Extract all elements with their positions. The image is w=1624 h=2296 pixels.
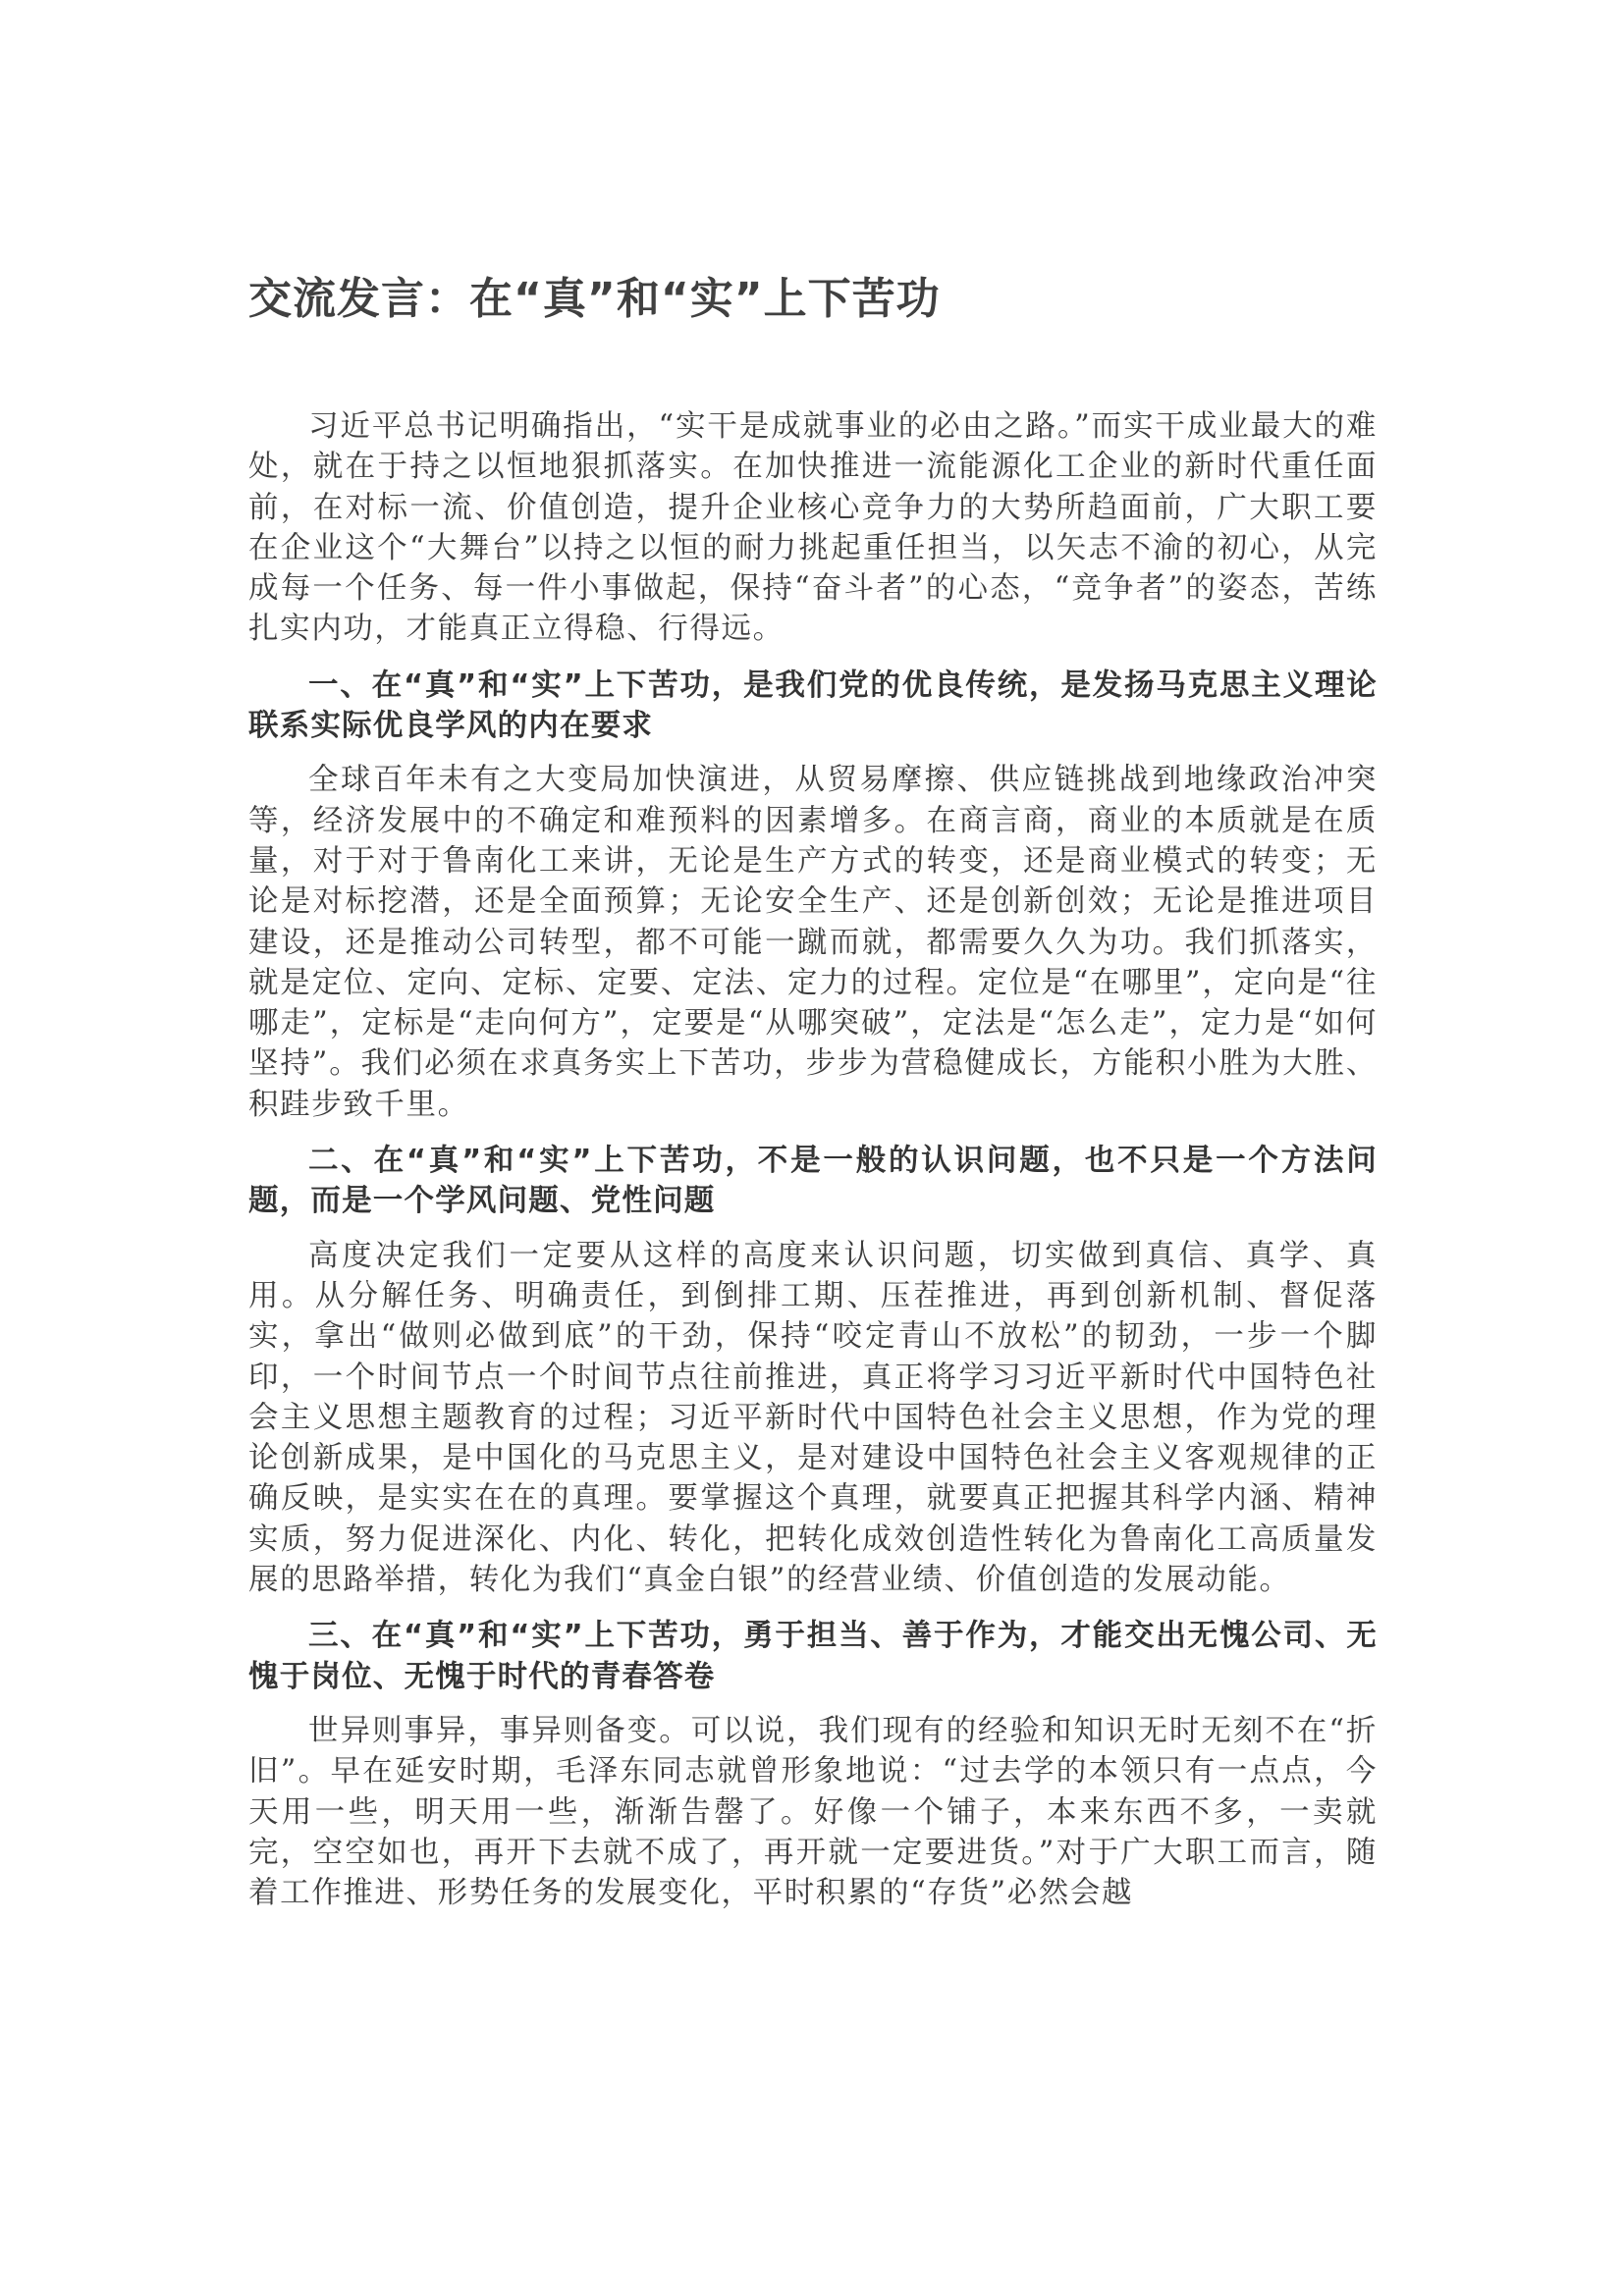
document-title: 交流发言：在“真”和“实”上下苦功 [248,274,941,324]
section-heading: 一、在“真”和“实”上下苦功，是我们党的优良传统，是发扬马克思主义理论联系实际优良学风的内在要求 [248,667,1378,744]
document-body [248,406,1378,1913]
section-heading: 二、在“真”和“实”上下苦功，不是一般的认识问题，也不只是一个方法问题，而是一个学风问题、党性问题 [248,1144,1378,1219]
section-paragraph: 全球百年未有之大变局加快演进，从贸易摩擦、供应链挑战到地缘政治冲突等，经济发展中的不确定和难预料的因素增多。在商言商，商业的本质就是在质量，对于对于鲁南化工来讲，无论是生产方式的转变，还是商业模式的转变；无论是对标挖潜，还是全面预算；无论安全生产、还是创新创效；无论是推进项目建设，还是推动公司转型，都不可能一蹴而就，都需要久久为功。我们抓落实，就是定位、定向、定标、定要、定法、定力的过程。定位是“在哪里”，定向是“往哪走”，定标是“走向何方”，定要是“从哪突破”，定法是“怎么走”，定力是“如何坚持”。我们必须在求真务实上下苦功，步步为营稳健成长，方能积小胜为大胜、积跬步致千里。 [248,763,1378,1122]
section-2 [248,1141,1378,1600]
intro-paragraph: 习近平总书记明确指出，“实干是成就事业的必由之路。”而实干成业最大的难处，就在于持之以恒地狠抓落实。在加快推进一流能源化工企业的新时代重任面前，在对标一流、价值创造，提升企业核心竞争力的大势所趋面前，广大职工要在企业这个“大舞台”以持之以恒的耐力挑起重任担当，以矢志不渝的初心，从完成每一个任务、每一件小事做起，保持“奋斗者”的心态，“竞争者”的姿态，苦练扎实内功，才能真正立得稳、行得远。 [248,409,1378,647]
section-paragraph: 高度决定我们一定要从这样的高度来认识问题，切实做到真信、真学、真用。从分解任务、明确责任，到倒排工期、压茬推进，再到创新机制、督促落实，拿出“做则必做到底”的干劲，保持“咬定青山不放松”的韧劲，一步一个脚印，一个时间节点一个时间节点往前推进，真正将学习习近平新时代中国特色社会主义思想主题教育的过程；习近平新时代中国特色社会主义思想，作为党的理论创新成果，是中国化的马克思主义，是对建设中国特色社会主义客观规律的正确反映，是实实在在的真理。要掌握这个真理，就要真正把握其科学内涵、精神实质，努力促进深化、内化、转化，把转化成效创造性转化为鲁南化工高质量发展的思路举措，转化为我们“真金白银”的经营业绩、价值创造的发展动能。 [248,1238,1378,1598]
section-1 [248,666,1378,1125]
section-heading: 三、在“真”和“实”上下苦功，勇于担当、善于作为，才能交出无愧公司、无愧于岗位、无愧于时代的青春答卷 [248,1619,1378,1694]
section-3 [248,1616,1378,1913]
section-paragraph: 世异则事异，事异则备变。可以说，我们现有的经验和知识无时无刻不在“折旧”。早在延安时期，毛泽东同志就曾形象地说：“过去学的本领只有一点点，今天用一些，明天用一些，渐渐告罄了。好像一个铺子，本来东西不多，一卖就完，空空如也，再开下去就不成了，再开就一定要进货。”对于广大职工而言，随着工作推进、形势任务的发展变化，平时积累的“存货”必然会越 [248,1713,1378,1911]
